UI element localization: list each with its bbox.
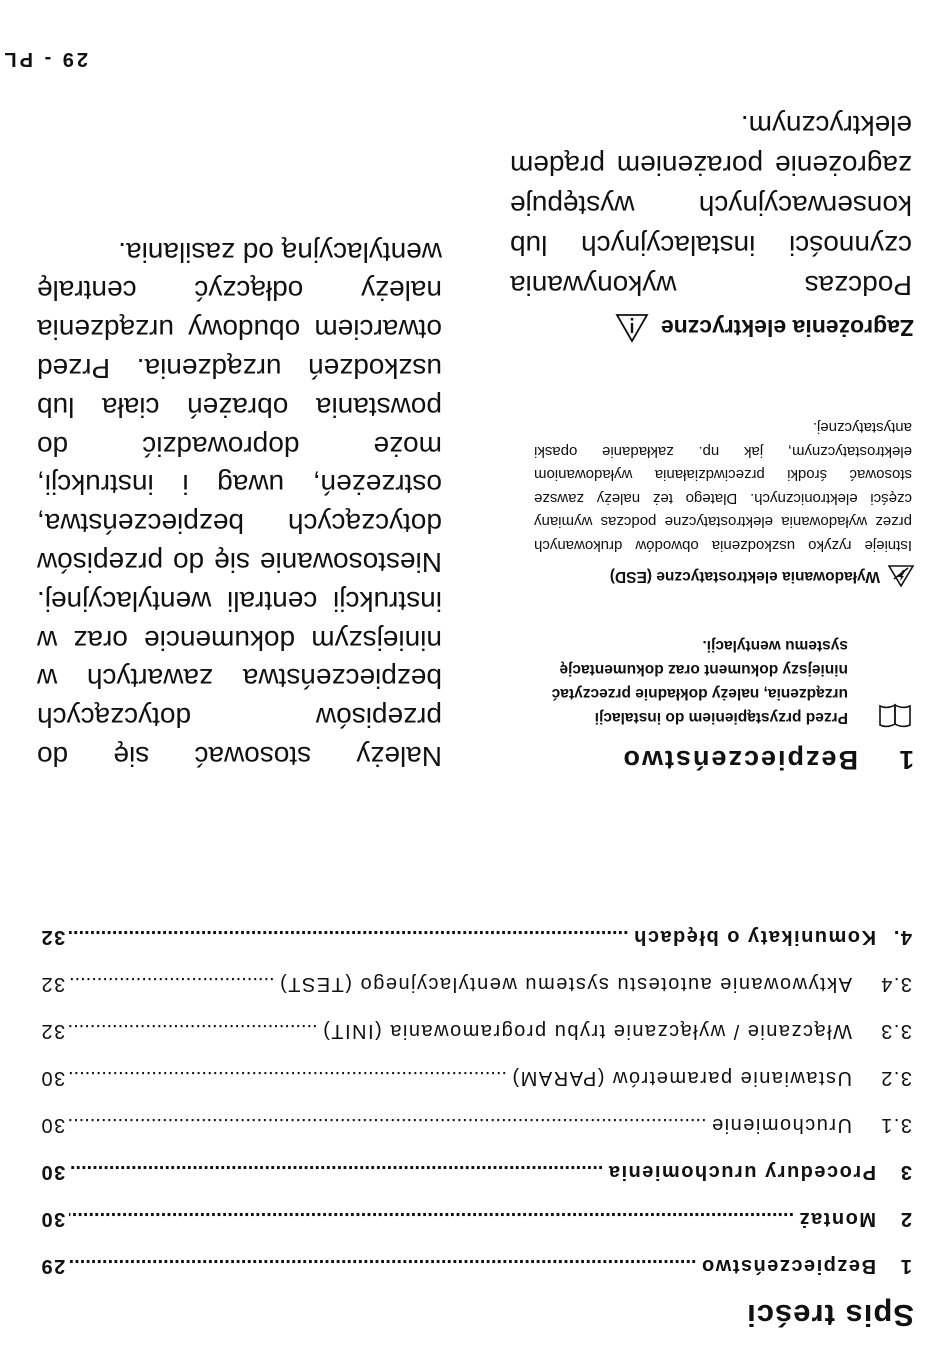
- toc-leader: [69, 925, 628, 948]
- toc-number: 1: [899, 1255, 912, 1277]
- toc-number: 3.1: [879, 1114, 912, 1136]
- esd-warning-icon: [888, 565, 914, 587]
- toc-page: 30: [40, 1161, 66, 1183]
- toc-page: 30: [40, 1067, 66, 1089]
- install-note: Przed przystąpieniem do instalacji urządzenia, należy dokładnie przeczytać niniejszy dokument oraz dokumentację systemu wentylacji.: [551, 637, 848, 726]
- toc-leader: [69, 972, 274, 995]
- toc-text: Komunikaty o błędach: [632, 926, 876, 948]
- toc-text: Bezpieczeństwo: [700, 1255, 876, 1277]
- toc-leader: [69, 1113, 706, 1136]
- esd-heading: [610, 565, 914, 587]
- toc-row[interactable]: [40, 995, 912, 1042]
- electric-hazard-text: Podczas wykonywania czynności instalacyjnych lub konserwacyjnych występuje zagrożenie porażeniem prądem elektrycznym.: [510, 110, 912, 301]
- section-number: 1: [899, 745, 914, 775]
- toc-row[interactable]: [40, 1136, 912, 1183]
- toc-leader: [69, 1066, 507, 1089]
- toc-row[interactable]: [40, 1042, 912, 1089]
- toc-text: Aktywowanie autotestu systemu wentylacyjnego (TEST): [278, 973, 852, 995]
- toc-page: 30: [40, 1208, 66, 1230]
- toc-leader: [69, 1019, 317, 1042]
- toc-title: Spis treści: [746, 1298, 914, 1333]
- toc-row[interactable]: [40, 1089, 912, 1136]
- toc-page: 30: [40, 1114, 66, 1136]
- toc-number: 3.4: [879, 973, 912, 995]
- section-heading: [544, 744, 914, 775]
- toc-text: Uruchomienie: [710, 1114, 852, 1136]
- toc-page: 32: [40, 1020, 66, 1042]
- electric-hazard-heading: [615, 313, 914, 343]
- book-icon: [878, 703, 912, 729]
- electric-hazard-title: Zagrożenia elektryczne: [660, 315, 914, 342]
- toc-leader: [69, 1160, 603, 1183]
- toc-text: Włączanie / wyłączanie trybu programowania (INIT): [321, 1020, 852, 1042]
- warning-icon: [615, 313, 649, 343]
- toc-number: 3.3: [879, 1020, 912, 1042]
- toc-number: 3.2: [879, 1067, 912, 1089]
- toc-number: 2: [899, 1208, 912, 1230]
- toc-number: 3: [899, 1161, 912, 1183]
- toc-row[interactable]: [40, 948, 912, 995]
- toc-row[interactable]: [40, 1230, 912, 1277]
- esd-text: Istnieje ryzyko uszkodzenia obwodów drukowanych przez wyładowania elektrostatyczne podczas wymiany części elektronicznych. Dlatego też należy zawsze stosować środki przeciwdziałania wyładowaniom elektrostatycznym, jak np. zakładanie opaski antystatycznej.: [534, 419, 912, 554]
- section-title: Bezpieczeństwo: [621, 745, 858, 775]
- toc-leader: [69, 1207, 794, 1230]
- safety-intro: Należy stosować się do przepisów dotyczących bezpieczeństwa zawartych w niniejszym dokumencie oraz w instrukcji centrali wentylacyjnej. Niestosowanie się do przepisów dotyczących bezpieczeństwa, ostrzeżeń, uwag i instrukcji, może doprowadzić do powstania obrażeń ciała lub uszkodzeń urządzenia. Przed otwarciem obudowy urządzenia należy odłączyć centralę wentylacyjną od zasilania.: [37, 236, 442, 772]
- toc-leader: [69, 1254, 696, 1277]
- toc-page: 29: [40, 1255, 66, 1277]
- toc-page: 32: [40, 973, 66, 995]
- toc-text: Montaż: [798, 1208, 876, 1230]
- toc-text: Ustawianie parametrów (PARAM): [511, 1067, 852, 1089]
- toc-row[interactable]: [40, 901, 912, 948]
- table-of-contents: [40, 901, 912, 1277]
- page-number: 29 - PL: [1, 48, 88, 70]
- esd-title: Wyładowania elektrostatyczne (ESD): [609, 568, 880, 585]
- toc-number: 4.: [892, 926, 912, 948]
- toc-page: 32: [40, 926, 66, 948]
- toc-row[interactable]: [40, 1183, 912, 1230]
- toc-text: Procedury uruchomienia: [607, 1161, 876, 1183]
